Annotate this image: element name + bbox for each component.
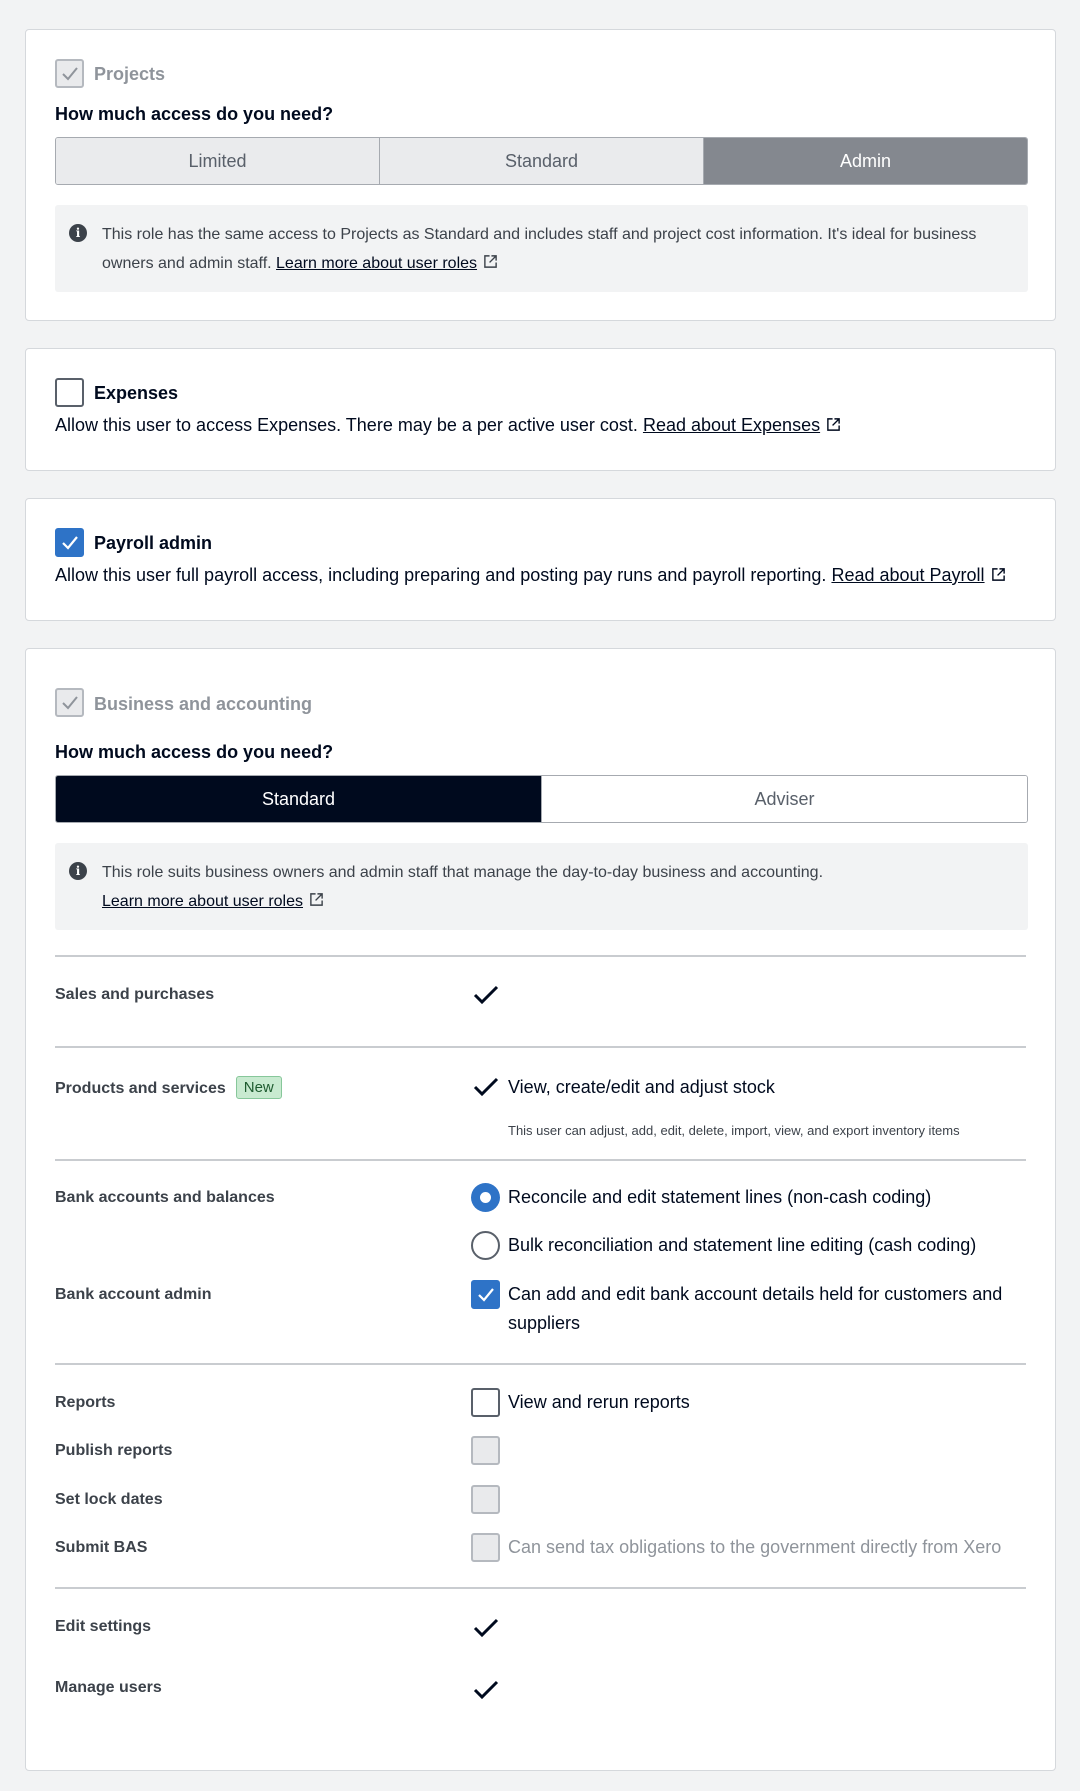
bank-admin-text: Can add and edit bank account details held for customers and suppliers	[508, 1284, 1003, 1333]
checkmark-icon	[473, 1679, 499, 1701]
business-question: How much access do you need?	[55, 742, 334, 762]
submit-bas-text: Can send tax obligations to the government directly from Xero	[508, 1537, 1002, 1557]
expenses-title: Expenses	[94, 383, 179, 403]
publish-reports-checkbox[interactable]	[471, 1436, 500, 1465]
checkmark-icon	[473, 984, 499, 1006]
projects-question: How much access do you need?	[55, 104, 334, 124]
expenses-card	[25, 348, 1056, 471]
payroll-card	[25, 498, 1056, 621]
business-card	[25, 648, 1056, 1771]
projects-card	[25, 29, 1056, 321]
projects-info-box	[55, 205, 1028, 292]
projects-option-limited[interactable]: Limited	[56, 138, 380, 184]
radio-reconcile[interactable]	[471, 1183, 500, 1212]
bank-admin-label: Bank account admin	[55, 1286, 212, 1303]
projects-option-admin[interactable]: Admin	[704, 138, 1027, 184]
bank-option-1-text: Reconcile and edit statement lines (non-cash coding)	[508, 1187, 932, 1207]
expenses-checkbox[interactable]	[55, 378, 84, 407]
reports-text: View and rerun reports	[508, 1392, 690, 1412]
products-subtext: This user can adjust, add, edit, delete, import, view, and export inventory items	[508, 1123, 960, 1138]
check-icon	[60, 533, 80, 553]
divider	[55, 1363, 1026, 1365]
business-info-text: This role suits business owners and admin staff that manage the day-to-day business and accounting. Learn more about user roles	[102, 864, 824, 910]
submit-bas-checkbox[interactable]	[471, 1533, 500, 1562]
reports-checkbox[interactable]	[471, 1388, 500, 1417]
projects-access-selector	[55, 137, 1028, 185]
bank-label: Bank accounts and balances	[55, 1189, 275, 1206]
business-access-selector	[55, 775, 1028, 823]
info-icon: i	[69, 224, 87, 242]
payroll-description: Allow this user full payroll access, including preparing and posting pay runs and payroll reporting. Read about Payroll	[55, 565, 1006, 586]
submit-bas-label: Submit BAS	[55, 1539, 148, 1556]
read-about-expenses-link[interactable]: Read about Expenses	[642, 415, 821, 435]
projects-option-standard[interactable]: Standard	[380, 138, 704, 184]
sales-label: Sales and purchases	[55, 986, 215, 1003]
checkmark-icon	[473, 1076, 499, 1098]
info-icon: i	[69, 862, 87, 880]
bank-option-2-text: Bulk reconciliation and statement line editing (cash coding)	[508, 1235, 977, 1255]
lock-dates-label: Set lock dates	[55, 1491, 163, 1508]
edit-settings-label: Edit settings	[55, 1618, 152, 1635]
new-badge: New	[236, 1076, 282, 1099]
projects-checkbox	[55, 59, 84, 88]
external-link-icon	[991, 567, 1006, 582]
products-text: View, create/edit and adjust stock	[508, 1077, 775, 1097]
divider	[55, 1587, 1026, 1589]
manage-users-label: Manage users	[55, 1679, 162, 1696]
business-option-adviser[interactable]: Adviser	[542, 776, 1027, 822]
products-label: Products and services New	[55, 1076, 282, 1099]
divider	[55, 1159, 1026, 1161]
read-about-payroll-link[interactable]: Read about Payroll	[831, 565, 985, 585]
check-icon	[60, 64, 80, 84]
expenses-description: Allow this user to access Expenses. There may be a per active user cost. Read about Expenses	[55, 415, 841, 436]
publish-reports-label: Publish reports	[55, 1442, 173, 1459]
business-checkbox	[55, 688, 84, 717]
business-info-box	[55, 843, 1028, 930]
projects-info-text: This role has the same access to Projects as Standard and includes staff and project cost information. It's ideal for business owners and admin staff. Learn more about user roles	[102, 226, 977, 272]
checkmark-icon	[473, 1617, 499, 1639]
projects-learn-more-link[interactable]: Learn more about user roles	[276, 255, 478, 272]
lock-dates-checkbox[interactable]	[471, 1485, 500, 1514]
business-title: Business and accounting	[94, 694, 313, 714]
business-learn-more-link[interactable]: Learn more about user roles	[102, 893, 303, 910]
divider	[55, 955, 1026, 957]
divider	[55, 1046, 1026, 1048]
reports-label: Reports	[55, 1394, 116, 1411]
business-option-standard[interactable]: Standard	[56, 776, 542, 822]
radio-bulk-reconcile[interactable]	[471, 1231, 500, 1260]
bank-admin-checkbox[interactable]	[471, 1280, 500, 1309]
check-icon	[476, 1285, 496, 1305]
payroll-checkbox[interactable]	[55, 528, 84, 557]
external-link-icon	[483, 254, 498, 269]
payroll-title: Payroll admin	[94, 533, 213, 553]
external-link-icon	[309, 892, 324, 907]
projects-title: Projects	[94, 64, 166, 84]
check-icon	[60, 693, 80, 713]
external-link-icon	[826, 417, 841, 432]
